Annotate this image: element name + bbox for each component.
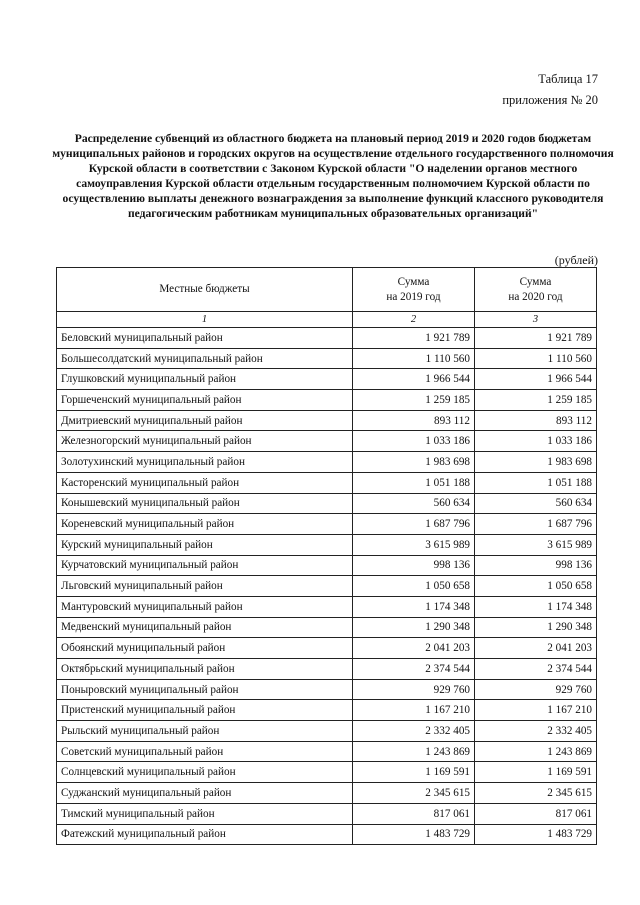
district-name-cell: Курский муниципальный район xyxy=(57,534,353,555)
sum-2019-cell: 1 290 348 xyxy=(353,617,475,638)
district-name-cell: Конышевский муниципальный район xyxy=(57,493,353,514)
column-number: 2 xyxy=(353,312,475,328)
district-name-cell: Льговский муниципальный район xyxy=(57,576,353,597)
sum-2019-cell: 1 483 729 xyxy=(353,824,475,845)
sum-2020-cell: 929 760 xyxy=(475,679,597,700)
sum-2020-cell: 1 051 188 xyxy=(475,472,597,493)
table-row xyxy=(57,638,597,659)
district-name-cell: Горшеченский муниципальный район xyxy=(57,390,353,411)
sum-2020-cell: 998 136 xyxy=(475,555,597,576)
table-row xyxy=(57,617,597,638)
table-row xyxy=(57,659,597,680)
sum-2019-cell: 1 167 210 xyxy=(353,700,475,721)
table-row xyxy=(57,824,597,845)
table-row xyxy=(57,369,597,390)
sum-2020-cell: 1 983 698 xyxy=(475,452,597,473)
table-row xyxy=(57,721,597,742)
sum-2019-cell: 1 966 544 xyxy=(353,369,475,390)
sum-2020-cell: 1 243 869 xyxy=(475,741,597,762)
table-row xyxy=(57,762,597,783)
sum-2019-cell: 2 374 544 xyxy=(353,659,475,680)
district-name-cell: Медвенский муниципальный район xyxy=(57,617,353,638)
district-name-cell: Глушковский муниципальный район xyxy=(57,369,353,390)
sum-2019-cell: 1 259 185 xyxy=(353,390,475,411)
sum-2019-cell: 2 332 405 xyxy=(353,721,475,742)
district-name-cell: Обоянский муниципальный район xyxy=(57,638,353,659)
district-name-cell: Золотухинский муниципальный район xyxy=(57,452,353,473)
table-row xyxy=(57,534,597,555)
district-name-cell: Большесолдатский муниципальный район xyxy=(57,348,353,369)
district-name-cell: Поныровский муниципальный район xyxy=(57,679,353,700)
district-name-cell: Суджанский муниципальный район xyxy=(57,783,353,804)
sum-2020-cell: 1 033 186 xyxy=(475,431,597,452)
sum-2020-cell: 1 169 591 xyxy=(475,762,597,783)
column-header-local-budgets xyxy=(57,268,353,312)
table-row xyxy=(57,700,597,721)
table-row xyxy=(57,431,597,452)
table-header-row xyxy=(57,268,597,312)
district-name-cell: Беловский муниципальный район xyxy=(57,328,353,349)
sum-2019-cell: 1 243 869 xyxy=(353,741,475,762)
sum-2019-cell: 2 041 203 xyxy=(353,638,475,659)
table-row xyxy=(57,410,597,431)
district-name-cell: Курчатовский муниципальный район xyxy=(57,555,353,576)
table-row xyxy=(57,514,597,535)
column-header-text: Местные бюджеты xyxy=(159,283,250,295)
column-header-text: Сумма на 2020 год xyxy=(508,275,563,303)
sum-2019-cell: 1 983 698 xyxy=(353,452,475,473)
sum-2019-cell: 1 033 186 xyxy=(353,431,475,452)
sum-2020-cell: 1 050 658 xyxy=(475,576,597,597)
sum-2019-cell: 1 050 658 xyxy=(353,576,475,597)
column-number: 1 xyxy=(57,312,353,328)
table-row xyxy=(57,741,597,762)
district-name-cell: Железногорский муниципальный район xyxy=(57,431,353,452)
sum-2020-cell: 1 966 544 xyxy=(475,369,597,390)
column-header-sum-2019 xyxy=(353,268,475,312)
district-name-cell: Октябрьский муниципальный район xyxy=(57,659,353,680)
sum-2020-cell: 2 374 544 xyxy=(475,659,597,680)
table-row xyxy=(57,493,597,514)
sum-2019-cell: 1 051 188 xyxy=(353,472,475,493)
district-name-cell: Фатежский муниципальный район xyxy=(57,824,353,845)
table-row xyxy=(57,679,597,700)
sum-2020-cell: 1 259 185 xyxy=(475,390,597,411)
sum-2019-cell: 817 061 xyxy=(353,803,475,824)
district-name-cell: Солнцевский муниципальный район xyxy=(57,762,353,783)
sum-2020-cell: 1 167 210 xyxy=(475,700,597,721)
column-number: 3 xyxy=(475,312,597,328)
district-name-cell: Дмитриевский муниципальный район xyxy=(57,410,353,431)
table-row xyxy=(57,803,597,824)
district-name-cell: Мантуровский муниципальный район xyxy=(57,596,353,617)
column-header-sum-2020 xyxy=(475,268,597,312)
sum-2020-cell: 2 332 405 xyxy=(475,721,597,742)
sum-2019-cell: 1 921 789 xyxy=(353,328,475,349)
table-row xyxy=(57,576,597,597)
sum-2019-cell: 1 110 560 xyxy=(353,348,475,369)
column-header-text: Сумма на 2019 год xyxy=(386,275,441,303)
units-label: (рублей) xyxy=(554,253,598,267)
appendix-number-label: приложения № 20 xyxy=(502,93,598,107)
table-row xyxy=(57,328,597,349)
sum-2020-cell: 893 112 xyxy=(475,410,597,431)
table-row xyxy=(57,472,597,493)
sum-2019-cell: 893 112 xyxy=(353,410,475,431)
table-row xyxy=(57,555,597,576)
table-row xyxy=(57,348,597,369)
district-name-cell: Советский муниципальный район xyxy=(57,741,353,762)
sum-2019-cell: 929 760 xyxy=(353,679,475,700)
sum-2019-cell: 560 634 xyxy=(353,493,475,514)
table-row xyxy=(57,783,597,804)
sum-2020-cell: 1 174 348 xyxy=(475,596,597,617)
table-number-label: Таблица 17 xyxy=(538,72,598,86)
sum-2019-cell: 3 615 989 xyxy=(353,534,475,555)
district-name-cell: Тимский муниципальный район xyxy=(57,803,353,824)
district-name-cell: Касторенский муниципальный район xyxy=(57,472,353,493)
sum-2019-cell: 998 136 xyxy=(353,555,475,576)
sum-2019-cell: 1 174 348 xyxy=(353,596,475,617)
sum-2019-cell: 1 169 591 xyxy=(353,762,475,783)
sum-2019-cell: 2 345 615 xyxy=(353,783,475,804)
table-row xyxy=(57,390,597,411)
sum-2020-cell: 817 061 xyxy=(475,803,597,824)
sum-2020-cell: 2 041 203 xyxy=(475,638,597,659)
sum-2020-cell: 1 110 560 xyxy=(475,348,597,369)
column-number-row xyxy=(57,312,597,328)
sum-2020-cell: 1 483 729 xyxy=(475,824,597,845)
table-body xyxy=(57,328,597,845)
sum-2020-cell: 2 345 615 xyxy=(475,783,597,804)
sum-2019-cell: 1 687 796 xyxy=(353,514,475,535)
district-name-cell: Кореневский муниципальный район xyxy=(57,514,353,535)
table-row xyxy=(57,596,597,617)
district-name-cell: Пристенский муниципальный район xyxy=(57,700,353,721)
sum-2020-cell: 1 921 789 xyxy=(475,328,597,349)
subvention-table xyxy=(56,267,597,845)
sum-2020-cell: 1 687 796 xyxy=(475,514,597,535)
district-name-cell: Рыльский муниципальный район xyxy=(57,721,353,742)
table-row xyxy=(57,452,597,473)
sum-2020-cell: 1 290 348 xyxy=(475,617,597,638)
document-title: Распределение субвенций из областного бюджета на плановый период 2019 и 2020 годов бюджетам муниципальных районов и городских округов на осуществление отдельного государственного полномочия Курской области в соответствии с Законом Курской области "О наделении органов местного самоуправления Курской области отдельным государственным полномочием Курской области по осуществлению выплаты денежного вознаграждения за выполнение функций классного руководителя педагогическим работникам муниципальных образовательных организаций" xyxy=(52,132,614,221)
sum-2020-cell: 3 615 989 xyxy=(475,534,597,555)
sum-2020-cell: 560 634 xyxy=(475,493,597,514)
